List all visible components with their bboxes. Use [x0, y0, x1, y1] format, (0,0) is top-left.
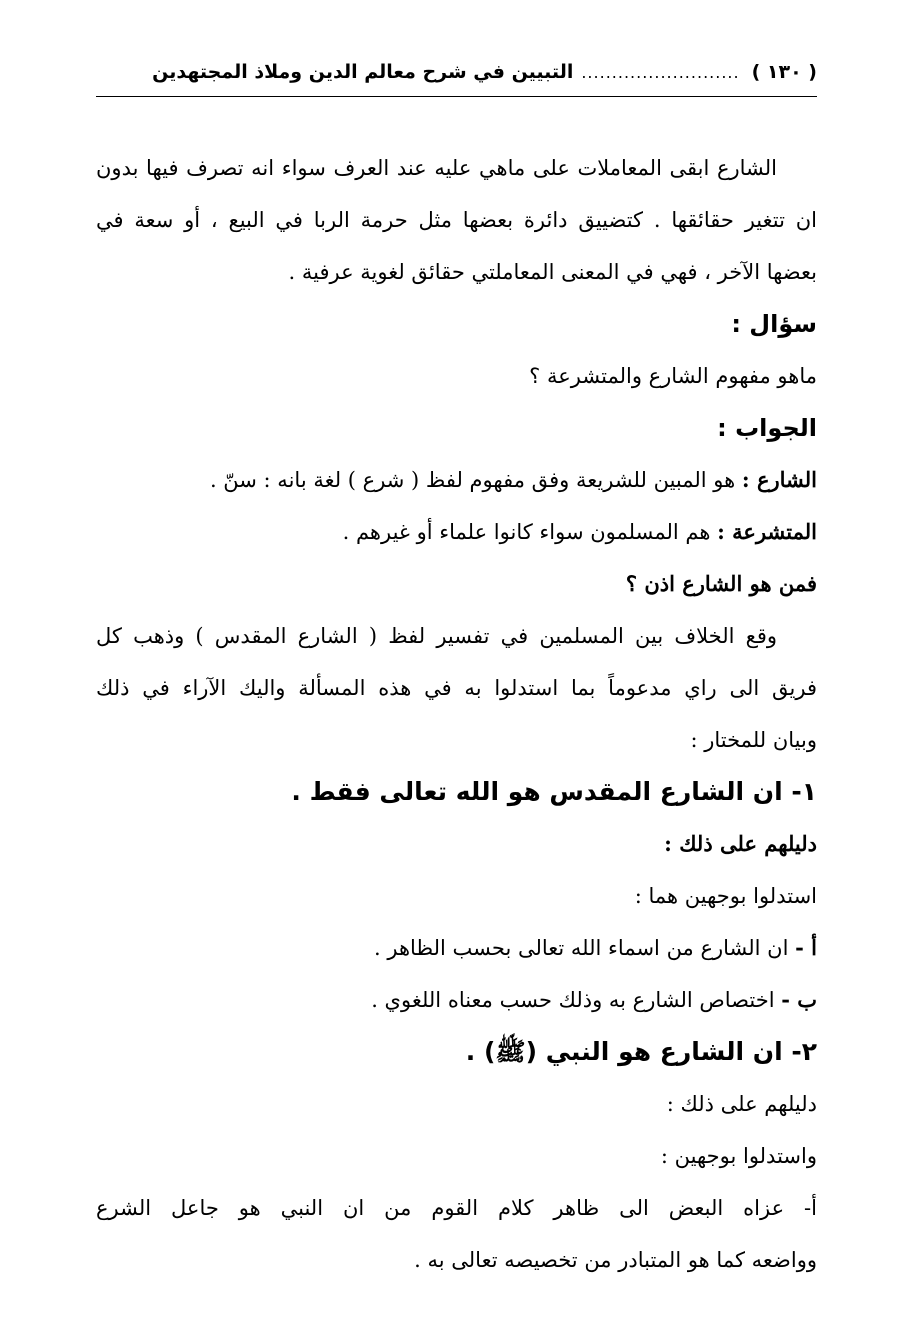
paragraph-line: فريق الى راي مدعوماً بما استدلوا به في هذه المسألة واليك الآراء في ذلك — [96, 676, 817, 700]
item-label: ب - — [781, 987, 817, 1012]
page-body — [96, 142, 817, 1286]
paragraph-line: وواضعه كما هو المتبادر من تخصيصه تعالى به . — [414, 1248, 817, 1272]
proof-heading: دليلهم على ذلك : — [666, 1092, 817, 1116]
paragraph-line: وقع الخلاف بين المسلمين في تفسير لفظ ( الشارع المقدس ) وذهب كل — [96, 624, 777, 648]
proof-intro: استدلوا بوجهين هما : — [634, 884, 817, 908]
term-label: الشارع : — [741, 467, 817, 492]
view-one-heading: ١- ان الشارع المقدس هو الله تعالى فقط . — [291, 777, 817, 806]
page-number: ( ١٣٠ ) — [751, 61, 817, 83]
proof-item — [96, 974, 817, 1026]
proof-heading: دليلهم على ذلك : — [664, 831, 817, 856]
question-heading: سؤال : — [731, 310, 817, 338]
header-rule — [96, 96, 817, 97]
view-two-heading: ٢- ان الشارع هو النبي (ﷺ) . — [465, 1037, 817, 1066]
item-text: اختصاص الشارع به وذلك حسب معناه اللغوي . — [371, 988, 782, 1012]
section-question: فمن هو الشارع اذن ؟ — [625, 571, 817, 596]
paragraph-line: أ- عزاه البعض الى ظاهر كلام القوم من ان النبي هو جاعل الشرع — [96, 1196, 817, 1220]
paragraph-line: وبيان للمختار : — [690, 728, 817, 752]
item-text: ان الشارع من اسماء الله تعالى بحسب الظاهر . — [374, 936, 796, 960]
definition-shari — [96, 454, 817, 506]
book-title: التبيين في شرح معالم الدين وملاذ المجتهدين — [152, 61, 574, 83]
term-definition: هو المبين للشريعة وفق مفهوم لفظ ( شرع ) لغة بانه : سنّ . — [209, 468, 742, 492]
paragraph-line: بعضها الآخر ، فهي في المعنى المعاملتي حقائق لغوية عرفية . — [288, 260, 817, 284]
term-label: المتشرعة : — [717, 519, 817, 544]
item-label: أ - — [795, 935, 817, 960]
term-definition: هم المسلمون سواء كانوا علماء أو غيرهم . — [342, 520, 718, 544]
question-text: ماهو مفهوم الشارع والمتشرعة ؟ — [529, 364, 817, 388]
proof-intro: واستدلوا بوجهين : — [660, 1144, 817, 1168]
answer-heading: الجواب : — [717, 414, 817, 442]
definition-mutasharri — [96, 506, 817, 558]
paragraph-line: الشارع ابقى المعاملات على ماهي عليه عند العرف سواء انه تصرف فيها بدون — [96, 156, 777, 180]
running-header — [96, 50, 817, 94]
paragraph-line: ان تتغير حقائقها . كتضييق دائرة بعضها مثل حرمة الربا في البيع ، أو سعة في — [96, 208, 817, 232]
header-dots: .......................... — [581, 62, 740, 82]
proof-item — [96, 922, 817, 974]
